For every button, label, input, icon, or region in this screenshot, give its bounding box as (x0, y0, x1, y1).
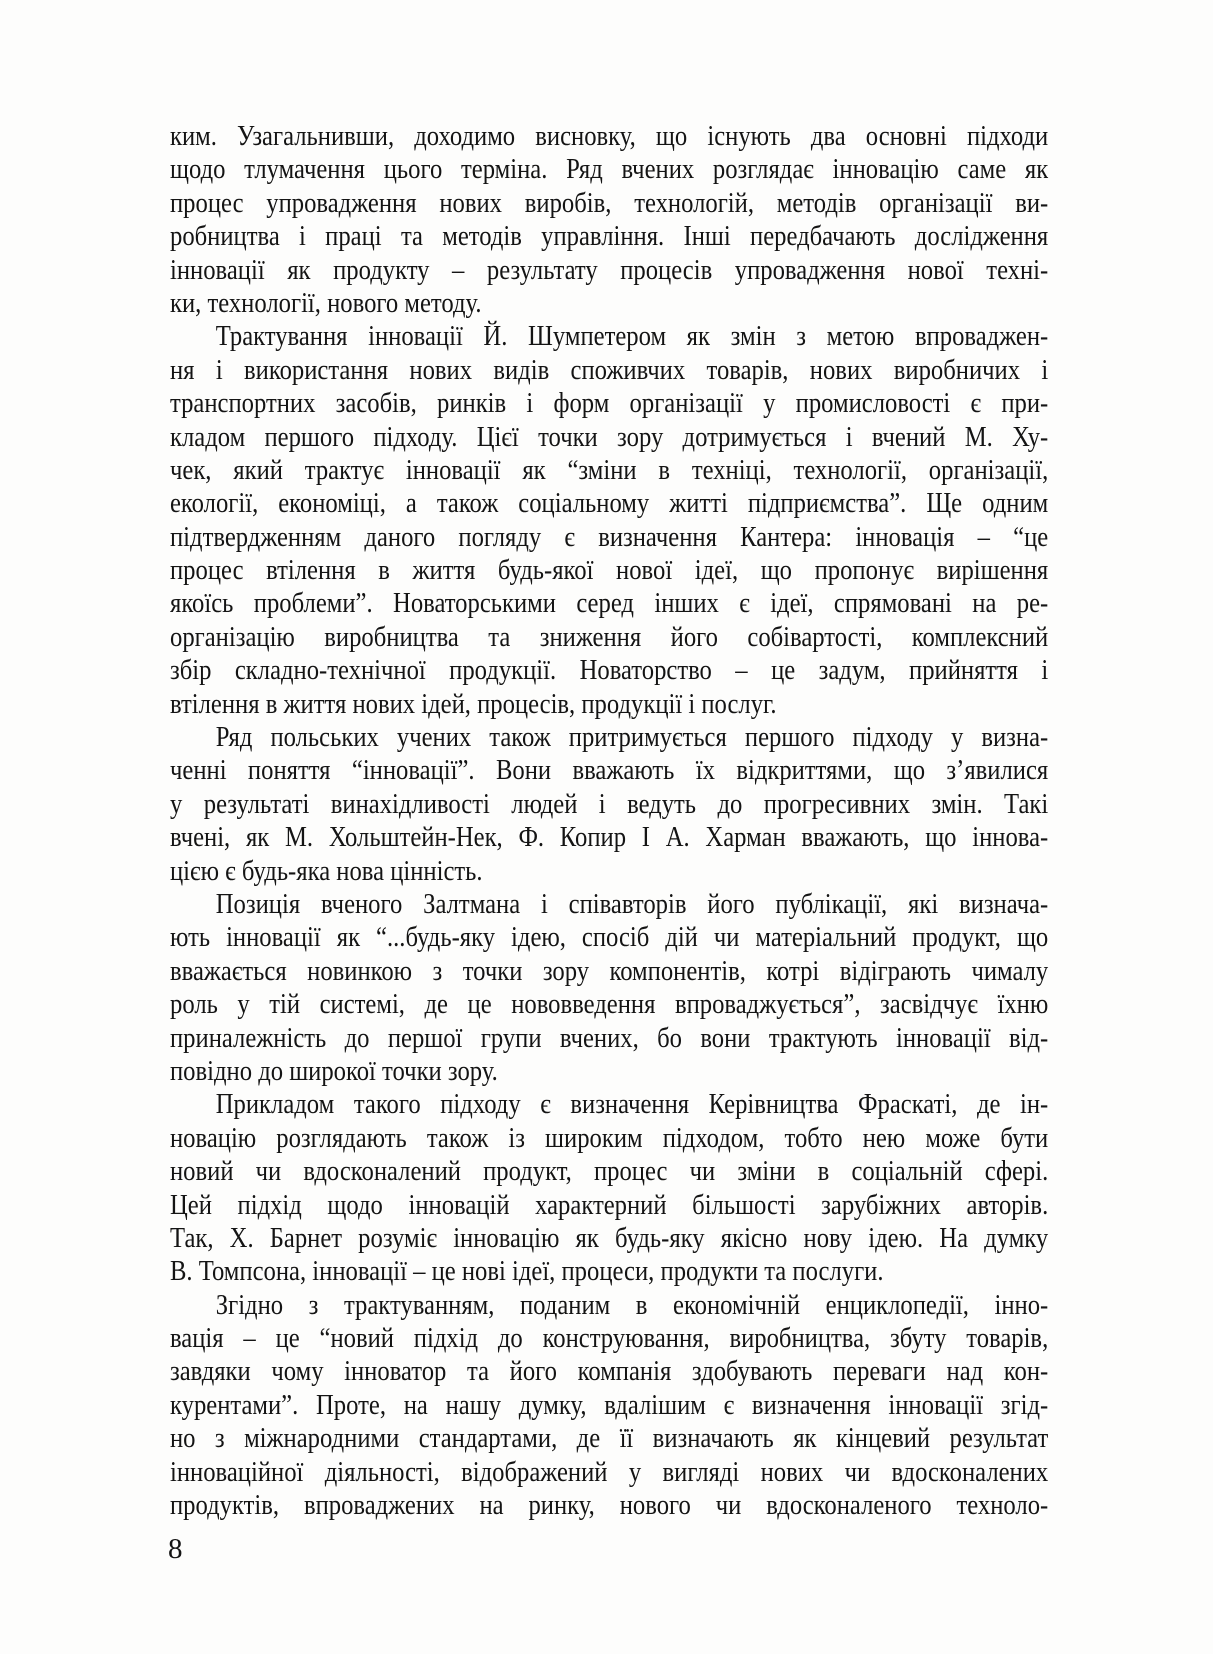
text-line: В. Томпсона, інновації – це нові ідеї, процеси, продукти та послуги. (170, 1256, 884, 1288)
paragraph (170, 320, 1048, 721)
text-line: процес упровадження нових виробів, технологій, методів організації ви- (170, 187, 1049, 219)
text-line: підтвердженням даного погляду є визначення Кантера: інновація – “це (170, 521, 1049, 553)
text-line: вчені, як М. Хольштейн-Нек, Ф. Копир І А. Харман вважають, що іннова- (170, 822, 1049, 854)
text-line: ким. Узагальнивши, доходимо висновку, що існують два основні підходи (170, 121, 1049, 152)
page-number: 8 (168, 1533, 183, 1565)
text-line: вважається новинкою з точки зору компонентів, котрі відіграють чималу (170, 955, 1049, 987)
text-line: Трактування інновації Й. Шумпетером як змін з метою впроваджен- (215, 321, 1049, 353)
text-line: у результаті винахідливості людей і ведуть до прогресивних змін. Такі (170, 788, 1049, 820)
text-line: завдяки чому інноватор та його компанія здобувають переваги над кон- (170, 1356, 1049, 1388)
text-line: кладом першого підходу. Цієї точки зору дотримується і вчений М. Ху- (170, 421, 1049, 453)
text-line: Так, Х. Барнет розуміє інновацію як будь-яку якісно нову ідею. На думку (170, 1222, 1049, 1254)
text-line: екології, економіці, а також соціальному житті підприємства”. Ще одним (170, 488, 1049, 520)
text-line: повідно до широкої точки зору. (170, 1055, 498, 1087)
text-line: Прикладом такого підходу є визначення Керівництва Фраскаті, де ін- (215, 1089, 1049, 1121)
text-line: чек, який трактує інновації як “зміни в техніці, технології, організації, (170, 454, 1049, 486)
text-line: якоїсь проблеми”. Новаторськими серед інших є ідеї, спрямовані на ре- (170, 588, 1049, 620)
text-line: збір складно-технічної продукції. Новаторство – це задум, прийняття і (170, 655, 1049, 687)
text-line: но з міжнародними стандартами, де її визначають як кінцевий результат (170, 1423, 1049, 1455)
text-line: транспортних засобів, ринків і форм організації у промисловості є при- (170, 388, 1049, 420)
text-line: Цей підхід щодо інновацій характерний більшості зарубіжних авторів. (170, 1189, 1049, 1221)
text-line: ють інновації як “...будь-яку ідею, спосіб дій чи матеріальний продукт, що (170, 922, 1049, 954)
text-line: щодо тлумачення цього терміна. Ряд вчених розглядає інновацію саме як (170, 154, 1049, 186)
text-line: Згідно з трактуванням, поданим в економічній енциклопедії, інно- (215, 1289, 1049, 1321)
text-line: ня і використання нових видів споживчих товарів, нових виробничих і (170, 354, 1049, 386)
text-line: приналежність до першої групи вчених, бо вони трактують інновації від- (170, 1022, 1049, 1054)
text-line: вація – це “новий підхід до конструювання, виробництва, збуту товарів, (170, 1323, 1049, 1355)
text-line: Позиція вченого Залтмана і співавторів його публікації, які визнача- (215, 888, 1049, 920)
text-line: новий чи вдосконалений продукт, процес чи зміни в соціальній сфері. (170, 1156, 1049, 1188)
text-line: роль у тій системі, де це нововведення впроваджується”, засвідчує їхню (170, 989, 1049, 1021)
paragraph (170, 120, 1048, 320)
text-line: курентами”. Проте, на нашу думку, вдалішим є визначення інновації згід- (170, 1389, 1049, 1421)
text-line: інновації як продукту – результату процесів упровадження нової техні- (170, 254, 1049, 286)
text-line: новацію розглядають також із широким підходом, тобто нею може бути (170, 1122, 1049, 1154)
text-line: процес втілення в життя будь-якої нової ідеї, що пропонує вирішення (170, 555, 1049, 587)
text-line: Ряд польських учених також притримується першого підходу у визна- (215, 722, 1049, 754)
paragraph (170, 1088, 1048, 1288)
paragraph (170, 888, 1048, 1088)
paragraph (170, 1289, 1048, 1523)
text-block (170, 120, 1048, 1522)
text-line: втілення в життя нових ідей, процесів, продукції і послуг. (170, 688, 777, 720)
text-line: ченні поняття “інновації”. Вони вважають їх відкриттями, що з’явилися (170, 755, 1049, 787)
text-line: цією є будь-яка нова цінність. (170, 855, 483, 887)
paragraph (170, 721, 1048, 888)
text-line: ки, технології, нового методу. (170, 287, 482, 319)
text-line: інноваційної діяльності, відображений у вигляді нових чи вдосконалених (170, 1456, 1049, 1488)
text-line: організацію виробництва та зниження його собівартості, комплексний (170, 621, 1049, 653)
text-line: продуктів, впроваджених на ринку, нового чи вдосконаленого техноло- (170, 1490, 1049, 1522)
text-line: робництва і праці та методів управління. Інші передбачають дослідження (170, 221, 1049, 253)
